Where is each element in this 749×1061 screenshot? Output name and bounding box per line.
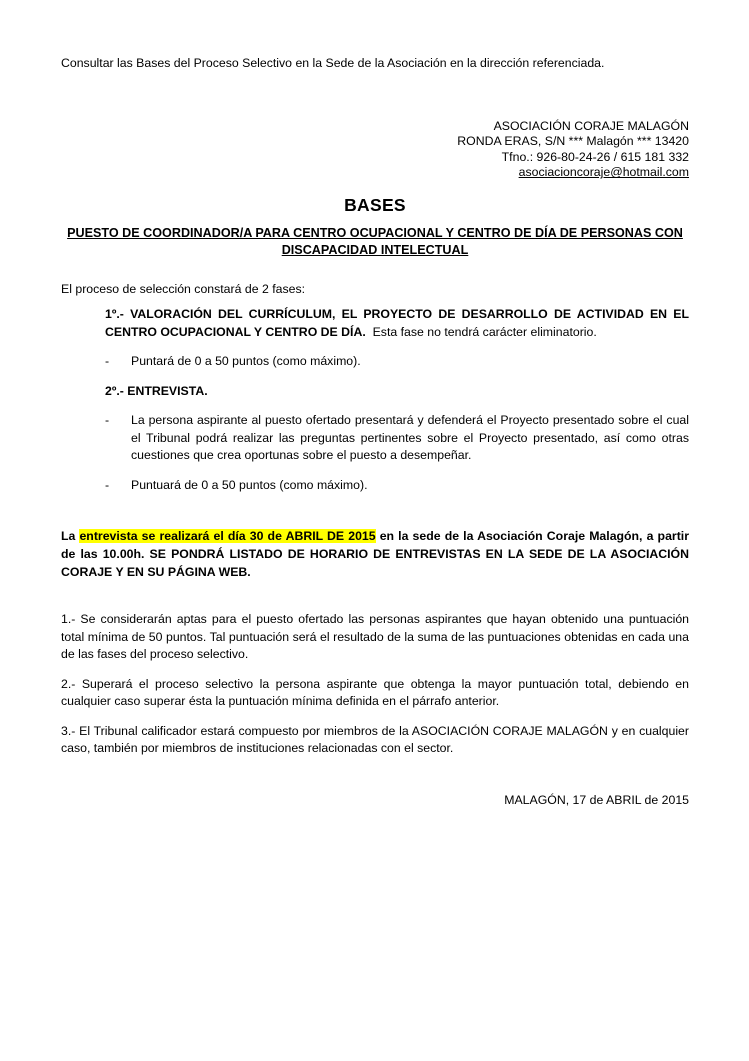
interview-date-highlight: entrevista se realizará el día 30 de ABRIL DE 2015 bbox=[79, 529, 376, 544]
phase-2-bullet-2 bbox=[105, 477, 689, 495]
clause-3: 3.- El Tribunal calificador estará compuesto por miembros de la ASOCIACIÓN CORAJE MALAGÓN y en cualquier caso, también por miembros de instituciones relacionadas con el sector. bbox=[61, 723, 689, 756]
spacer bbox=[61, 400, 689, 412]
phase-1-bullet bbox=[105, 353, 689, 371]
spacer bbox=[61, 758, 689, 792]
bullet-dash-icon: - bbox=[105, 354, 110, 369]
clause-2: 2.- Superará el proceso selectivo la persona aspirante que obtenga la mayor puntuación total, debiendo en cualquier caso superar ésta la puntuación mínima definida en el párrafo anterior. bbox=[61, 676, 689, 709]
spacer bbox=[61, 73, 689, 119]
page-title: BASES bbox=[344, 194, 406, 215]
spacer bbox=[61, 341, 689, 353]
phase-2-heading: 2º.- ENTREVISTA. bbox=[105, 383, 208, 398]
document-content bbox=[61, 55, 689, 809]
spacer bbox=[61, 465, 689, 477]
spacer bbox=[61, 371, 689, 383]
phase-1-bullet-text: Puntará de 0 a 50 puntos (como máximo). bbox=[131, 354, 361, 369]
phases-intro: El proceso de selección constará de 2 fases: bbox=[61, 281, 306, 296]
bullet-dash-icon: - bbox=[105, 413, 110, 428]
address-email-link[interactable]: asociacioncoraje@hotmail.com bbox=[518, 165, 689, 180]
phase-2-bullet-1-text: La persona aspirante al puesto ofertado presentará y defenderá el Proyecto presentado sobre el cual el Tribunal podrá realizar las preguntas pertinentes sobre el Proyecto presentado, así como otras cuestiones que crea oportunas sobre el puesto a desempeñar. bbox=[131, 413, 689, 463]
interview-notice-prefix: La bbox=[61, 529, 80, 544]
phase-1-note: Esta fase no tendrá carácter eliminatorio. bbox=[372, 324, 597, 339]
page-subtitle: PUESTO DE COORDINADOR/A PARA CENTRO OCUPACIONAL Y CENTRO DE DÍA DE PERSONAS CON DISCAPACIDAD INTELECTUAL bbox=[67, 225, 683, 257]
spacer bbox=[61, 298, 689, 306]
association-address-block bbox=[61, 119, 689, 181]
address-organization: ASOCIACIÓN CORAJE MALAGÓN bbox=[493, 118, 689, 133]
phase-2-bullet-2-text: Puntuará de 0 a 50 puntos (como máximo). bbox=[131, 477, 368, 492]
intro-paragraph: Consultar las Bases del Proceso Selectivo en la Sede de la Asociación en la dirección referenciada. bbox=[61, 56, 605, 70]
spacer bbox=[61, 581, 689, 611]
address-street: RONDA ERAS, S/N *** Malagón *** 13420 bbox=[457, 134, 689, 149]
phase-2-bullet-1 bbox=[105, 412, 689, 465]
phase-1-heading: 1º.- VALORACIÓN DEL CURRÍCULUM, EL PROYECTO DE DESARROLLO DE ACTIVIDAD EN EL CENTRO OCUPACIONAL Y CENTRO DE DÍA. bbox=[105, 307, 689, 339]
interview-notice-paragraph bbox=[61, 528, 689, 581]
spacer bbox=[61, 494, 689, 528]
closing-date: MALAGÓN, 17 de ABRIL de 2015 bbox=[504, 792, 689, 807]
spacer bbox=[61, 664, 689, 676]
phase-1-paragraph bbox=[105, 306, 689, 341]
clause-1: 1.- Se considerarán aptas para el puesto ofertado las personas aspirantes que hayan obtenido una puntuación total mínima de 50 puntos. Tal puntuación será el resultado de la suma de las puntuaciones obtenidas en cada una de las fases del proceso selectivo. bbox=[61, 612, 689, 662]
address-phone: Tfno.: 926-80-24-26 / 615 181 332 bbox=[501, 149, 689, 164]
spacer bbox=[61, 711, 689, 723]
spacer bbox=[61, 259, 689, 281]
bullet-dash-icon: - bbox=[105, 477, 110, 492]
interview-notice-suffix: en la sede de la Asociación Coraje Malagón, a partir de las 10.00h. SE PONDRÁ LISTADO DE HORARIO DE ENTREVISTAS EN LA SEDE DE LA ASOCIACIÓN CORAJE Y EN SU PÁGINA WEB. bbox=[61, 529, 689, 579]
